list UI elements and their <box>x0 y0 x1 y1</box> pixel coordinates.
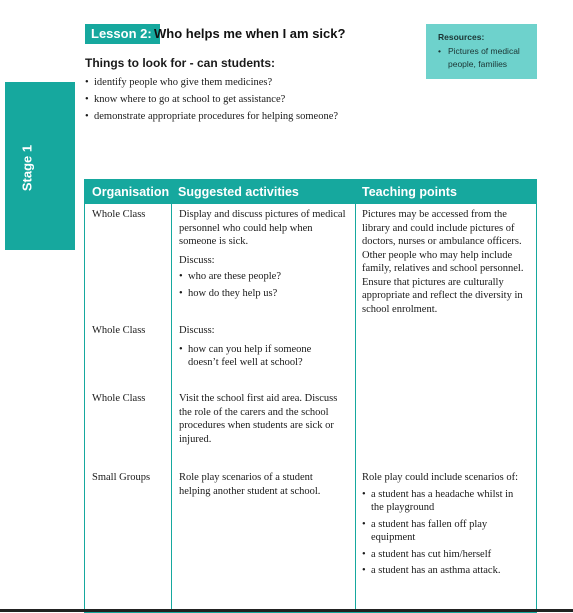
organisation-cell: Whole Class <box>92 393 146 404</box>
teaching-bullet: • a student has fallen off play equipment <box>362 518 527 545</box>
page-bottom-rule <box>0 609 573 612</box>
teaching-bullet: • a student has an asthma attack. <box>362 564 527 578</box>
organisation-cell: Whole Class <box>92 209 146 220</box>
teaching-bullet: • a student has a headache whilst in the playground <box>362 488 527 515</box>
table-header-row <box>85 180 536 204</box>
teaching-text: Role play could include scenarios of: <box>362 472 518 483</box>
activity-cell <box>179 471 337 498</box>
activity-subheading: Discuss: <box>179 254 215 266</box>
stage-label: Stage 1 <box>19 144 35 192</box>
activity-text: Display and discuss pictures of medical personnel who could help when someone is sick. <box>179 209 346 247</box>
teaching-bullet-list <box>362 488 527 578</box>
teaching-bullet: • a student has cut him/herself <box>362 548 527 562</box>
resources-box <box>426 24 537 79</box>
column-header-activities: Suggested activities <box>178 185 299 199</box>
activity-bullet-list <box>179 270 349 300</box>
activity-text: Discuss: <box>179 325 215 336</box>
column-header-organisation: Organisation <box>92 185 170 199</box>
teaching-text: Pictures may be accessed from the library and could include pictures of doctors, nurses or ambulance officers. Other people who may help include family, relatives and school personnel. Ensure that pictures are culturally appropriate and reflect the diversity in school enrolment. <box>362 209 524 315</box>
lesson-title: Who helps me when I am sick? <box>154 26 346 41</box>
look-for-item: • know where to go at school to get assistance? <box>85 91 338 108</box>
look-for-list <box>85 74 338 125</box>
activity-cell <box>179 324 329 370</box>
resources-item: • Pictures of medical people, families <box>438 45 529 71</box>
teaching-cell <box>362 208 534 316</box>
activity-bullet-list <box>179 343 329 370</box>
activity-bullet: • how can you help if someone doesn’t feel well at school? <box>179 343 329 370</box>
column-divider <box>355 204 356 612</box>
resources-list <box>438 45 529 71</box>
column-header-teaching-points: Teaching points <box>362 185 457 199</box>
activity-bullet: • how do they help us? <box>179 287 349 301</box>
activity-text: Visit the school first aid area. Discuss the role of the carers and the school procedures when students are sick or injured. <box>179 393 338 445</box>
activities-table <box>84 179 537 613</box>
organisation-cell: Small Groups <box>92 472 151 483</box>
organisation-cell: Whole Class <box>92 325 146 336</box>
activity-cell <box>179 392 349 446</box>
look-for-item: • identify people who give them medicines? <box>85 74 338 91</box>
lesson-number: Lesson 2: <box>85 24 160 44</box>
look-for-heading: Things to look for - can students: <box>85 56 275 70</box>
resources-heading: Resources: <box>438 32 485 42</box>
activity-cell <box>179 208 349 300</box>
column-divider <box>171 204 172 612</box>
stage-tab <box>5 82 75 250</box>
activity-bullet: • who are these people? <box>179 270 349 284</box>
look-for-item: • demonstrate appropriate procedures for helping someone? <box>85 108 338 125</box>
activity-text: Role play scenarios of a student helping another student at school. <box>179 472 321 497</box>
teaching-cell <box>362 471 527 578</box>
